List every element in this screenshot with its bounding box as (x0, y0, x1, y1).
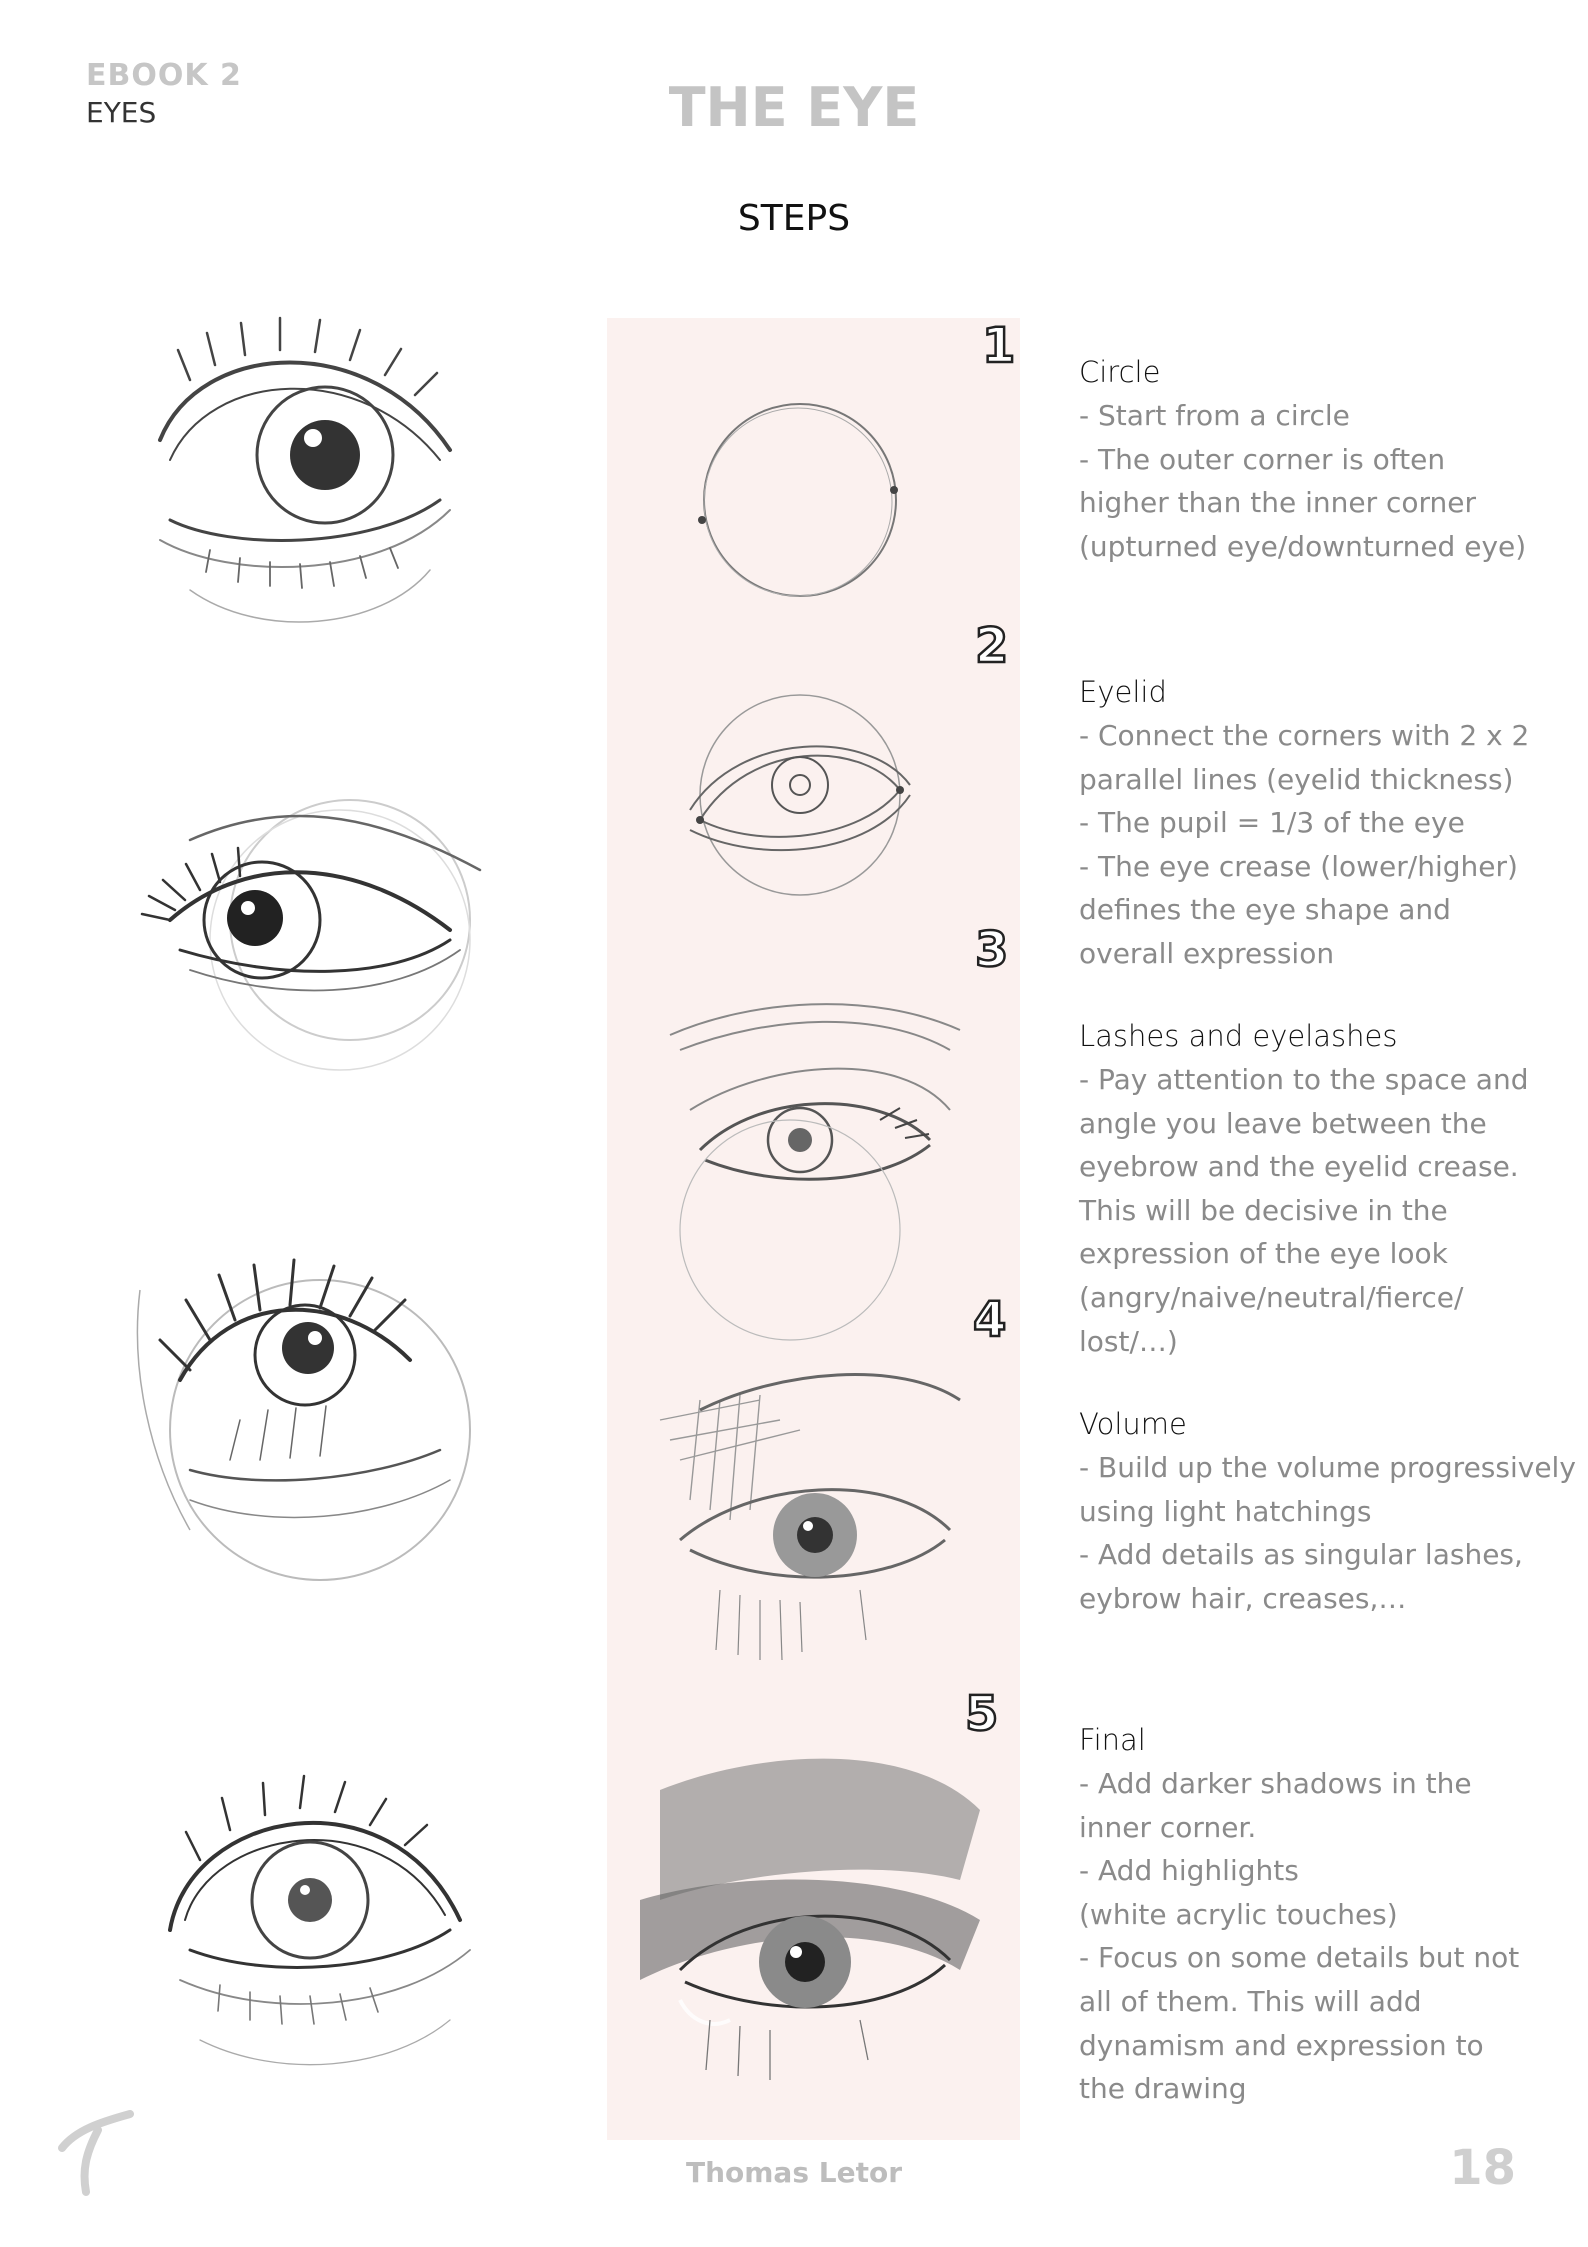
step-3-description (1079, 1014, 1579, 1363)
step5-final-sketch (620, 1750, 1000, 2090)
step-line: higher than the inner corner (1079, 486, 1477, 520)
step-line: overall expression (1079, 936, 1335, 970)
step-line: eyebrow and the eyelid crease. (1079, 1150, 1519, 1184)
step-number: 3 (975, 922, 1009, 978)
step-line: expression of the eye look (1079, 1237, 1448, 1271)
step-5-description (1079, 1718, 1579, 2111)
step-line: (angry/naive/neutral/fierce/ (1079, 1280, 1464, 1314)
step-line: - Connect the corners with 2 x 2 (1079, 719, 1530, 752)
step-line: - Focus on some details but not (1079, 1941, 1520, 1975)
step-line: This will be decisive in the (1079, 1193, 1448, 1227)
step-line: - Build up the volume progressively (1079, 1451, 1576, 1484)
step-line: (upturned eye/downturned eye) (1079, 529, 1527, 563)
step-line: - The outer corner is often (1079, 442, 1446, 476)
step-line: - The eye crease (lower/higher) (1079, 849, 1518, 883)
step-line: inner corner. (1079, 1810, 1257, 1844)
step-line: angle you leave between the (1079, 1106, 1487, 1140)
step-line: lost/…) (1079, 1324, 1178, 1358)
page-subtitle: STEPS (737, 198, 851, 239)
step4-volume-sketch (640, 1360, 990, 1680)
step-line: - The pupil = 1/3 of the eye (1079, 806, 1465, 840)
eye-sketch-side (130, 780, 510, 1130)
step-line: defines the eye shape and (1079, 893, 1451, 927)
step-line: - Add darker shadows in the (1079, 1767, 1472, 1800)
step-line: - Pay attention to the space and (1079, 1063, 1529, 1096)
ebook-label: EBOOK 2 (86, 58, 242, 93)
step3-lashes-sketch (650, 990, 980, 1250)
step-1-description (1079, 350, 1579, 568)
author-name: Thomas Letor (685, 2156, 902, 2189)
step-line: the drawing (1079, 2072, 1247, 2106)
step-line: (white acrylic touches) (1079, 1897, 1398, 1931)
step-line: - Add details as singular lashes, (1079, 1538, 1523, 1572)
eye-sketch-front (130, 310, 490, 640)
eye-sketch-down (130, 1750, 500, 2090)
step-line: all of them. This will add (1079, 1984, 1422, 2018)
section-label: EYES (86, 96, 157, 129)
step-number: 2 (975, 618, 1009, 674)
page-title: THE EYE (668, 76, 920, 139)
step-heading: Circle (1079, 355, 1161, 389)
step-heading: Eyelid (1079, 675, 1167, 709)
step-heading: Final (1079, 1723, 1146, 1757)
step-heading: Volume (1079, 1407, 1187, 1441)
step-line: - Start from a circle (1079, 399, 1350, 432)
step2-eyelid-sketch (650, 680, 940, 920)
step-line: parallel lines (eyelid thickness) (1079, 762, 1514, 796)
page-number: 18 (1449, 2140, 1516, 2196)
step-heading: Lashes and eyelashes (1079, 1019, 1398, 1053)
step-2-description (1079, 670, 1579, 976)
step-4-description (1079, 1402, 1579, 1620)
eye-sketch-looking-up (110, 1230, 510, 1630)
step-line: - Add highlights (1079, 1854, 1299, 1888)
step-number: 4 (973, 1292, 1007, 1348)
step-line: eybrow hair, creases,… (1079, 1581, 1407, 1615)
step-number: 1 (982, 318, 1016, 374)
step-number: 5 (965, 1686, 999, 1742)
step-line: dynamism and expression to (1079, 2028, 1484, 2062)
step1-circle-sketch (680, 380, 920, 620)
step-line: using light hatchings (1079, 1494, 1372, 1528)
